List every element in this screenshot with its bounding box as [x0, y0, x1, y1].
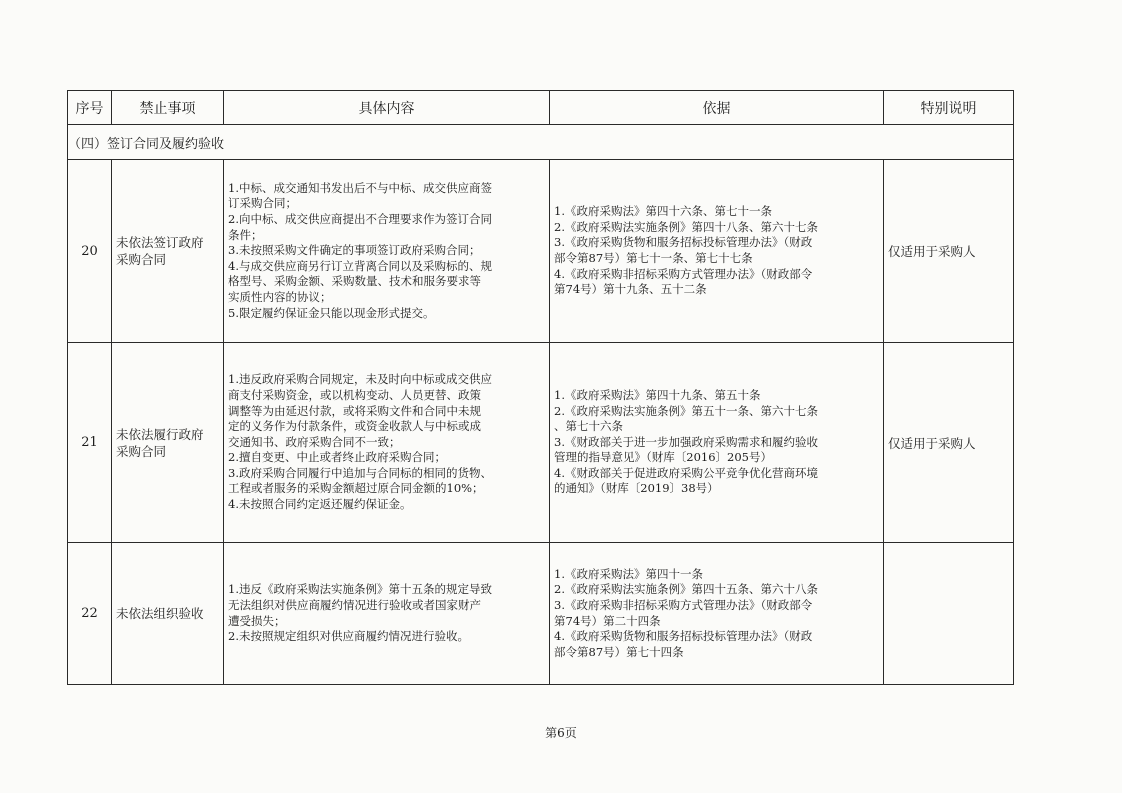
specific-content-line: 格型号、采购金额、采购数量、技术和服务要求等	[228, 274, 481, 289]
specific-content-line: 条件；	[228, 227, 263, 242]
specific-content-line: 订采购合同；	[228, 196, 297, 211]
legal-basis	[550, 160, 884, 343]
specific-content-line: 工程或者服务的采购金额超过原合同金额的10%；	[228, 481, 484, 496]
special-note: 仅适用于采购人	[884, 343, 1014, 543]
prohibited-item	[112, 160, 224, 343]
specific-content	[224, 543, 550, 685]
prohibited-item-line: 未依法组织验收	[116, 606, 204, 621]
row-number: 21	[68, 343, 112, 543]
legal-basis-line: 、第七十六条	[554, 419, 623, 434]
legal-basis-line: 第74号）第十九条、五十二条	[554, 282, 707, 297]
prohibited-item	[112, 343, 224, 543]
legal-basis-line: 管理的指导意见》（财库〔2016〕205号）	[554, 450, 772, 465]
section-row	[68, 125, 1014, 160]
header-content: 具体内容	[224, 91, 550, 125]
legal-basis-line: 部令第87号）第七十一条、第七十七条	[554, 251, 753, 265]
prohibited-item-line: 采购合同	[116, 252, 167, 267]
table-row	[68, 160, 1014, 343]
specific-content-line: 调整等为由延迟付款，或将采购文件和合同中未规	[228, 403, 481, 418]
specific-content-line: 1.中标、成交通知书发出后不与中标、成交供应商签	[228, 180, 492, 195]
legal-basis	[550, 343, 884, 543]
special-note: 仅适用于采购人	[884, 160, 1014, 343]
legal-basis-line: 2.《政府采购法实施条例》第五十一条、第六十七条	[554, 403, 818, 418]
prohibited-item-line: 采购合同	[116, 443, 167, 459]
specific-content-line: 4.未按照合同约定返还履约保证金。	[228, 497, 412, 512]
legal-basis-line: 2.《政府采购法实施条例》第四十五条、第六十八条	[554, 582, 818, 597]
specific-content-line: 实质性内容的协议；	[228, 289, 332, 304]
specific-content-line: 4.与成交供应商另行订立背离合同以及采购标的、规	[228, 258, 492, 273]
header-note: 特别说明	[884, 91, 1014, 125]
specific-content-line: 1.违反《政府采购法实施条例》第十五条的规定导致	[228, 582, 492, 597]
specific-content	[224, 160, 550, 343]
row-number: 20	[68, 160, 112, 343]
specific-content	[224, 343, 550, 543]
specific-content-line: 交通知书、政府采购合同不一致；	[228, 434, 401, 449]
specific-content-line: 1.违反政府采购合同规定，未及时向中标或成交供应	[228, 372, 492, 387]
row-number: 22	[68, 543, 112, 685]
legal-basis-line: 3.《政府采购货物和服务招标投标管理办法》（财政	[554, 235, 813, 250]
header-seq: 序号	[68, 91, 112, 125]
specific-content-line: 无法组织对供应商履约情况进行验收或者国家财产	[228, 597, 481, 612]
legal-basis-line: 4.《政府采购非招标采购方式管理办法》（财政部令	[554, 266, 813, 281]
section-title: （四）签订合同及履约验收	[68, 125, 1014, 160]
specific-content-line: 2.未按照规定组织对供应商履约情况进行验收。	[228, 629, 469, 644]
legal-basis-line: 2.《政府采购法实施条例》第四十八条、第六十七条	[554, 219, 818, 234]
legal-basis-line: 的通知》（财库〔2019〕38号）	[554, 481, 719, 496]
header-item: 禁止事项	[112, 91, 224, 125]
legal-basis-line: 3.《政府采购非招标采购方式管理办法》（财政部令	[554, 597, 813, 612]
table-row	[68, 343, 1014, 543]
special-note	[884, 543, 1014, 685]
specific-content-line: 定的义务作为付款条件，或资金收款人与中标或成	[228, 419, 481, 434]
specific-content-line: 5.限定履约保证金只能以现金形式提交。	[228, 305, 435, 320]
legal-basis	[550, 543, 884, 685]
prohibited-item-line: 未依法履行政府	[116, 426, 204, 442]
specific-content-line: 遭受损失；	[228, 613, 286, 628]
regulation-table	[67, 90, 1014, 685]
legal-basis-line: 1.《政府采购法》第四十九条、第五十条	[554, 387, 761, 402]
legal-basis-line: 1.《政府采购法》第四十六条、第七十一条	[554, 204, 772, 219]
specific-content-line: 3.政府采购合同履行中追加与合同标的相同的货物、	[228, 465, 492, 480]
header-basis: 依据	[550, 91, 884, 125]
legal-basis-line: 3.《财政部关于进一步加强政府采购需求和履约验收	[554, 434, 818, 449]
specific-content-line: 2.擅自变更、中止或者终止政府采购合同；	[228, 450, 446, 465]
specific-content-line: 3.未按照采购文件确定的事项签订政府采购合同；	[228, 243, 481, 258]
page-number: 第6页	[545, 726, 577, 740]
legal-basis-line: 4.《财政部关于促进政府采购公平竞争优化营商环境	[554, 465, 818, 480]
legal-basis-line: 1.《政府采购法》第四十一条	[554, 566, 703, 581]
legal-basis-line: 4.《政府采购货物和服务招标投标管理办法》（财政	[554, 629, 813, 644]
specific-content-line: 商支付采购资金，或以机构变动、人员更替、政策	[228, 387, 481, 402]
legal-basis-line: 部令第87号）第七十四条	[554, 644, 684, 659]
specific-content-line: 2.向中标、成交供应商提出不合理要求作为签订合同	[228, 212, 492, 227]
table-header-row	[68, 91, 1014, 125]
prohibited-item	[112, 543, 224, 685]
prohibited-item-line: 未依法签订政府	[116, 235, 204, 250]
table-row	[68, 543, 1014, 685]
legal-basis-line: 第74号）第二十四条	[554, 613, 661, 628]
